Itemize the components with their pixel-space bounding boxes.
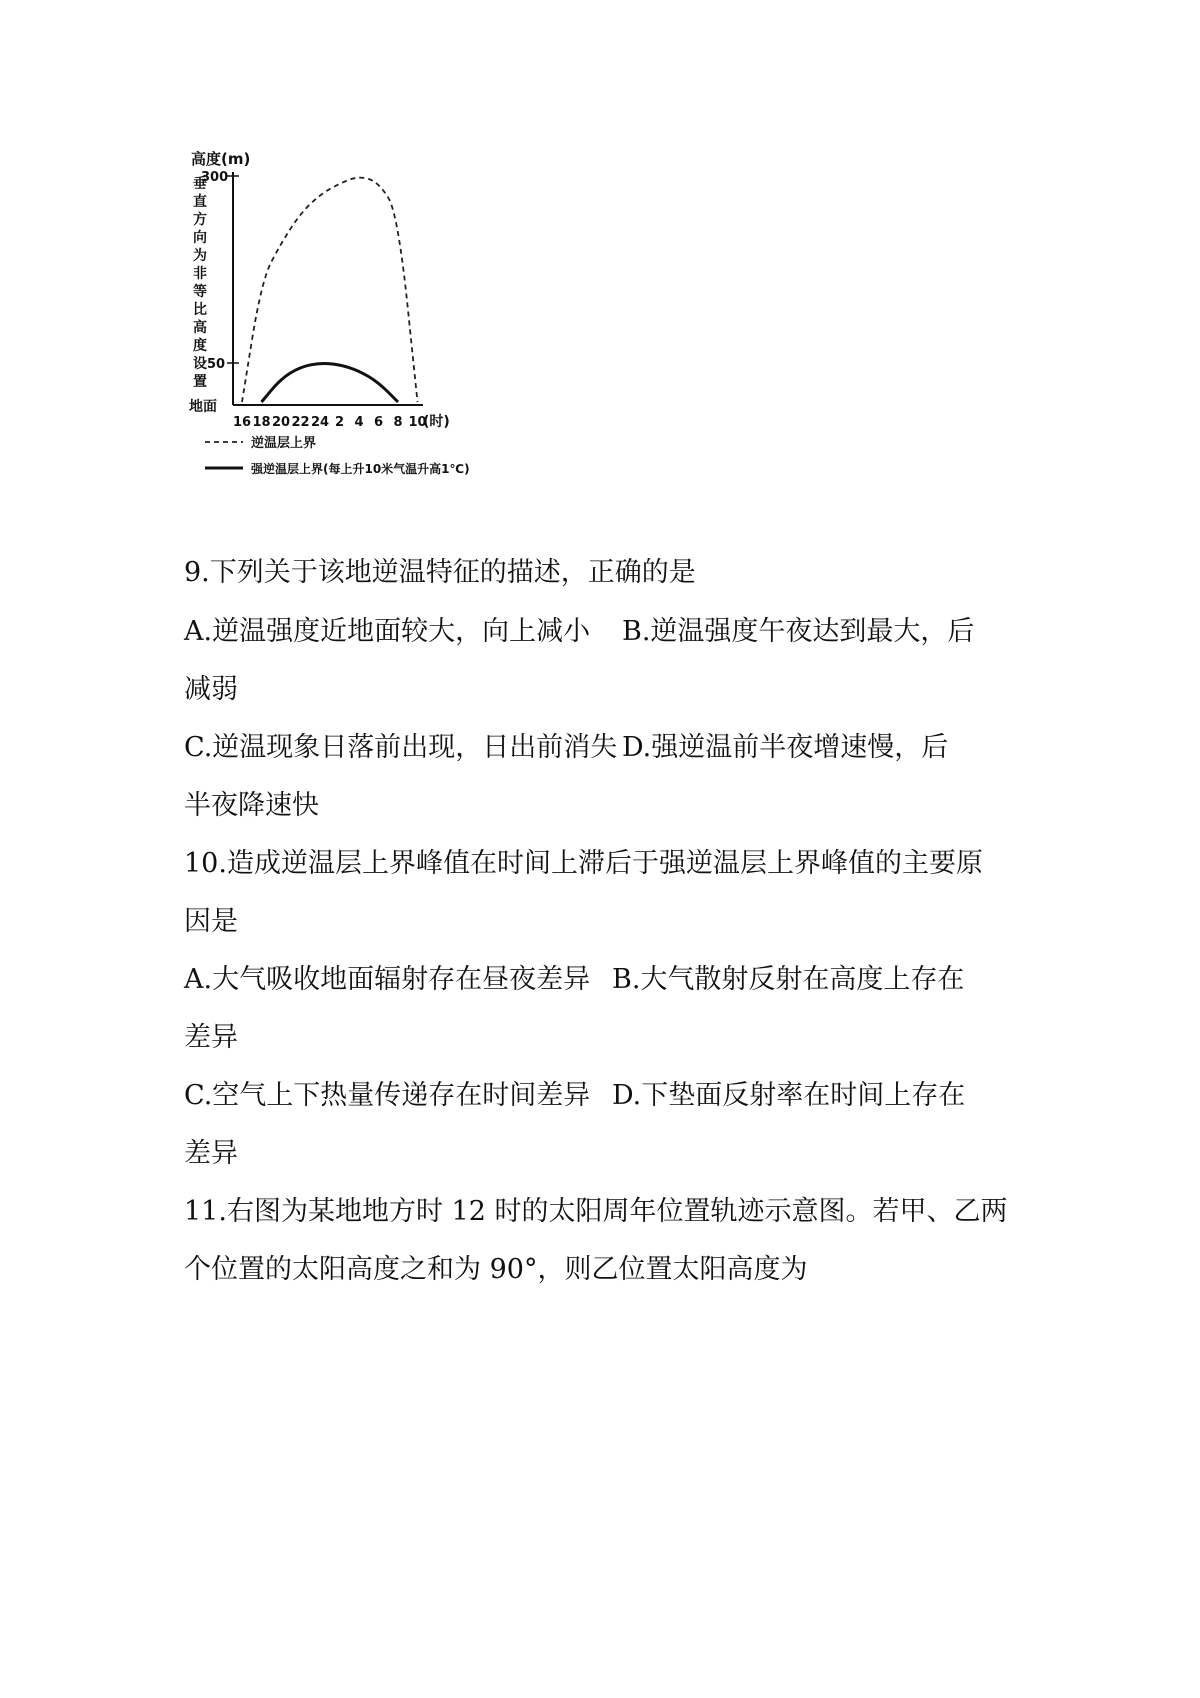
y-axis-vertical-char: 为 [193,248,207,264]
y-axis-vertical-char: 方 [193,212,207,228]
q9-option-c: C.逆温现象日落前出现，日出前消失 [184,732,618,763]
x-tick-label: 22 [291,415,310,430]
q10-option-b-cont: 差异 [184,1022,238,1053]
series-strong-inversion-top-solid [262,364,399,402]
x-tick-label: 16 [232,415,252,430]
q9-option-d-cont: 半夜降速快 [184,790,319,821]
x-tick-label: 4 [354,415,364,430]
x-ticks [233,415,427,430]
x-axis-unit: (时) [423,414,450,430]
chart-svg [185,150,525,530]
q11-stem-cont: 个位置的太阳高度之和为 90°，则乙位置太阳高度为 [184,1254,808,1285]
q9-option-a: A.逆温强度近地面较大，向上减小 [184,616,591,647]
legend-dashed-label: 逆温层上界 [251,436,317,451]
x-tick-label: 24 [310,415,330,430]
x-tick-label: 2 [334,415,345,430]
q10-option-b: B.大气散射反射在高度上存在 [612,964,965,995]
q11-stem: 11.右图为某地地方时 12 时的太阳周年位置轨迹示意图。若甲、乙两 [184,1196,1008,1227]
inversion-layer-chart [185,150,525,530]
y-axis-vertical-char: 高 [193,320,207,336]
q10-option-a: A.大气吸收地面辐射存在昼夜差异 [184,964,591,995]
q10-options-ab [184,963,1034,997]
q10-stem: 10.造成逆温层上界峰值在时间上滞后于强逆温层上界峰值的主要原 [184,848,983,879]
q10-option-d-cont: 差异 [184,1138,238,1169]
y-axis-vertical-char: 置 [193,374,207,390]
q9-option-d: D.强逆温前半夜增速慢，后 [622,732,949,763]
y-tick-300: 300 [201,170,229,185]
x-tick-label: 6 [373,415,384,430]
q9-options-cd [184,731,1034,765]
legend-solid-label: 强逆温层上界(每上升10米气温升高1℃) [251,462,470,476]
y-axis-vertical-label [193,175,207,390]
q10-option-c: C.空气上下热量传递存在时间差异 [184,1080,591,1111]
q10-option-d: D.下垫面反射率在时间上存在 [612,1080,966,1111]
x-tick-label: 20 [271,415,291,430]
y-tick-50: 50 [207,357,226,372]
y-axis-vertical-char: 度 [193,338,207,354]
y-axis-vertical-char: 非 [193,266,207,282]
q9-option-b-cont: 减弱 [184,674,238,705]
y-axis-vertical-char: 等 [193,284,207,300]
q10-stem-cont: 因是 [184,906,238,937]
q9-stem: 9.下列关于该地逆温特征的描述，正确的是 [184,557,696,588]
q9-options-ab [184,615,1034,649]
y-axis-title: 高度(m) [191,150,251,168]
y-axis-vertical-char: 设 [193,356,207,372]
x-tick-label: 18 [252,415,271,430]
y-axis-vertical-char: 向 [193,230,207,246]
y-axis-vertical-char: 比 [193,302,207,318]
q9-option-b: B.逆温强度午夜达到最大，后 [622,616,975,647]
q10-options-cd [184,1079,1034,1113]
ground-label: 地面 [189,399,217,415]
x-tick-label: 10 [408,415,427,430]
y-axis-vertical-char: 垂 [193,176,207,192]
series-inversion-top-dashed [242,178,418,402]
x-tick-label: 8 [393,415,403,430]
y-axis-vertical-char: 直 [193,194,207,210]
